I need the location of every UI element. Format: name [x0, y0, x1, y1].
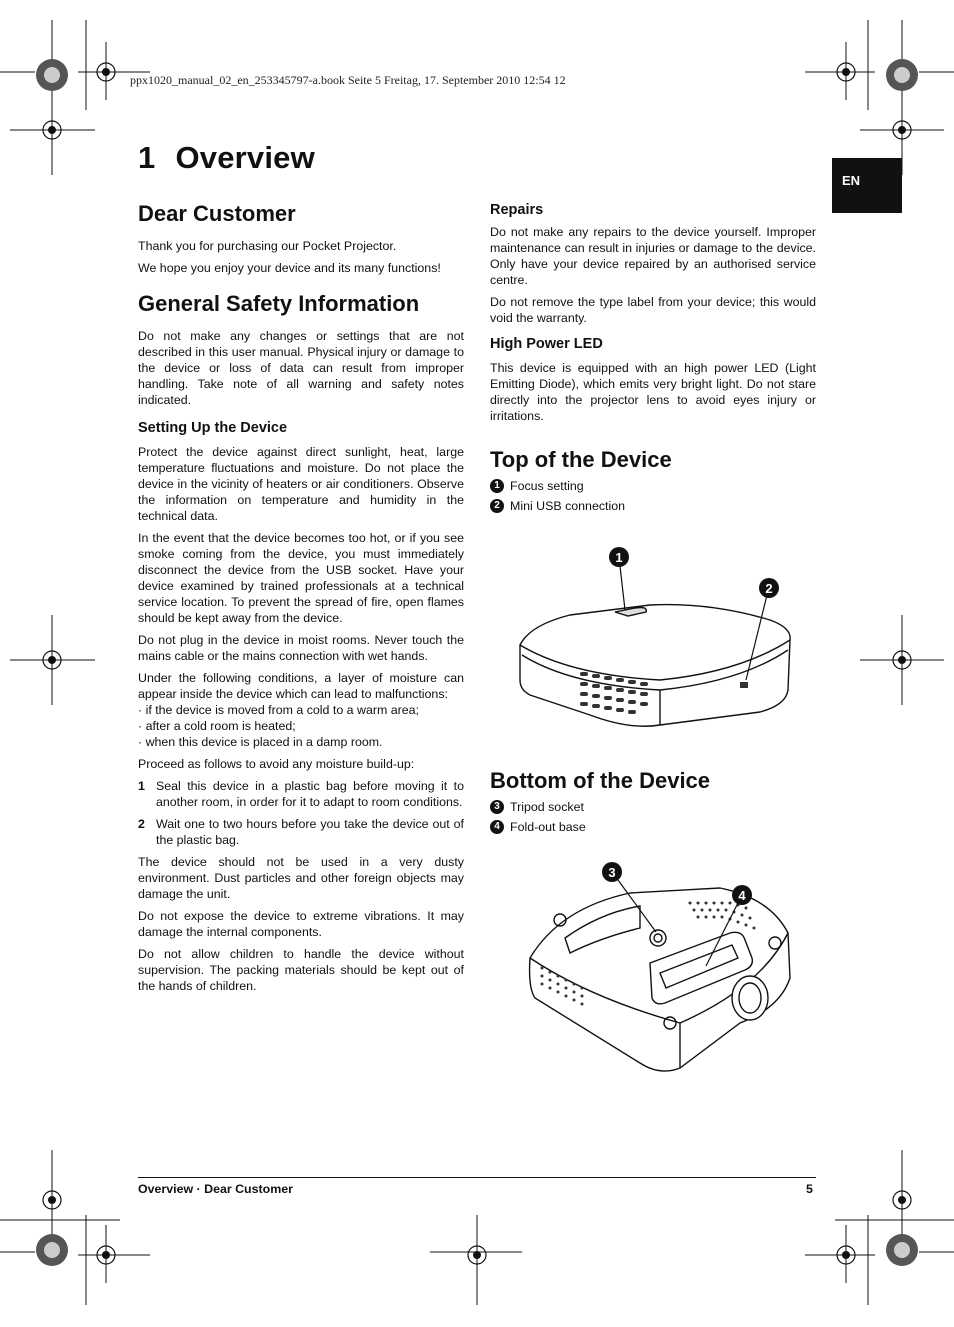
bottom-device-heading: Bottom of the Device — [490, 768, 711, 793]
paragraph: Do not make any repairs to the device yourself. Improper maintenance can result in injuries or damage to the device. Only have your device repaired by an authorised service centre. — [490, 225, 816, 287]
paragraph: Do not allow children to handle the device without supervision. The packing materials should be kept out of the hands of children. — [138, 947, 464, 993]
projector-bottom-illustration — [520, 858, 800, 1076]
callout-4: 4 — [738, 888, 746, 903]
language-tab — [832, 158, 902, 213]
callout-number: 2 — [490, 499, 504, 513]
step-text: Seal this device in a plastic bag before moving it to another room, in order for it to adapt to room conditions. — [156, 779, 464, 809]
left-column — [138, 200, 464, 994]
chapter-title-text: Overview — [175, 140, 315, 175]
paragraph: Proceed as follows to avoid any moisture build-up: — [138, 757, 415, 771]
legend-label: Focus setting — [510, 479, 584, 493]
paragraph: Do not plug in the device in moist rooms. Never touch the mains cable or the mains connection with wet hands. — [138, 633, 464, 663]
step-text: Wait one to two hours before you take the device out of the plastic bag. — [156, 817, 464, 847]
paragraph: Do not expose the device to extreme vibrations. It may damage the internal components. — [138, 909, 464, 939]
list-item: · if the device is moved from a cold to a warm area; — [138, 703, 419, 717]
bottom-device-section — [490, 767, 816, 835]
paragraph: Do not remove the type label from your device; this would void the warranty. — [490, 295, 816, 325]
callout-2: 2 — [765, 581, 773, 596]
legend-label: Fold-out base — [510, 820, 586, 834]
paragraph: This device is equipped with an high power LED (Light Emitting Diode), which emits very bright light. Do not stare directly into the projector lens to avoid eyes injury or irritations. — [490, 361, 816, 423]
chapter-title — [138, 140, 315, 176]
safety-heading: General Safety Information — [138, 291, 420, 316]
projector-top-illustration — [510, 540, 800, 730]
language-tab-label: EN — [842, 173, 861, 188]
callout-3: 3 — [608, 865, 616, 880]
chapter-number: 1 — [138, 140, 156, 175]
legend-item — [490, 819, 816, 835]
right-column — [490, 200, 816, 514]
paragraph: Do not make any changes or settings that are not described in this user manual. Physical injury or damage to the device or loss of data can result from improper handling. Take note of all warning and safety notes indicated. — [138, 329, 464, 407]
step-number: 2 — [138, 817, 145, 831]
repairs-heading: Repairs — [490, 202, 544, 218]
callout-number: 1 — [490, 479, 504, 493]
paragraph: We hope you enjoy your device and its many functions! — [138, 261, 441, 275]
paragraph: Under the following conditions, a layer of moisture can appear inside the device which can lead to malfunctions: — [138, 671, 464, 701]
paragraph: In the event that the device becomes too hot, or if you see smoke coming from the device, you must immediately disconnect the device from the USB socket. Have your device examined by trained professionals at a technical service location. To prevent the spread of fire, open flames should be kept away from the device. — [138, 531, 464, 625]
footer-breadcrumb: Overview · Dear Customer — [138, 1182, 293, 1196]
legend-item — [490, 799, 816, 815]
step-item — [138, 778, 464, 810]
step-item — [138, 816, 464, 848]
footer-divider — [138, 1177, 816, 1178]
page-number: 5 — [806, 1182, 813, 1196]
callout-1: 1 — [615, 550, 623, 565]
legend-label: Tripod socket — [510, 800, 584, 814]
list-item: · when this device is placed in a damp room. — [138, 735, 383, 749]
setup-heading: Setting Up the Device — [138, 420, 288, 436]
paragraph: Thank you for purchasing our Pocket Projector. — [138, 239, 397, 253]
led-heading: High Power LED — [490, 336, 603, 352]
list-item: · after a cold room is heated; — [138, 719, 296, 733]
paragraph: The device should not be used in a very dusty environment. Dust particles and other foreign objects may damage the unit. — [138, 855, 464, 901]
paragraph: Protect the device against direct sunlight, heat, large temperature fluctuations and moisture. Do not place the device in the vicinity of heaters or air conditioners. Observe the information on temperature and humidity in the technical data. — [138, 445, 464, 523]
legend-item — [490, 498, 816, 514]
callout-number: 3 — [490, 800, 504, 814]
legend-item — [490, 478, 816, 494]
print-info-line: ppx1020_manual_02_en_253345797-a.book Seite 5 Freitag, 17. September 2010 12:54 12 — [130, 73, 566, 87]
step-number: 1 — [138, 779, 145, 793]
callout-number: 4 — [490, 820, 504, 834]
legend-label: Mini USB connection — [510, 499, 626, 513]
dear-customer-heading: Dear Customer — [138, 201, 296, 226]
top-device-heading: Top of the Device — [490, 447, 672, 472]
